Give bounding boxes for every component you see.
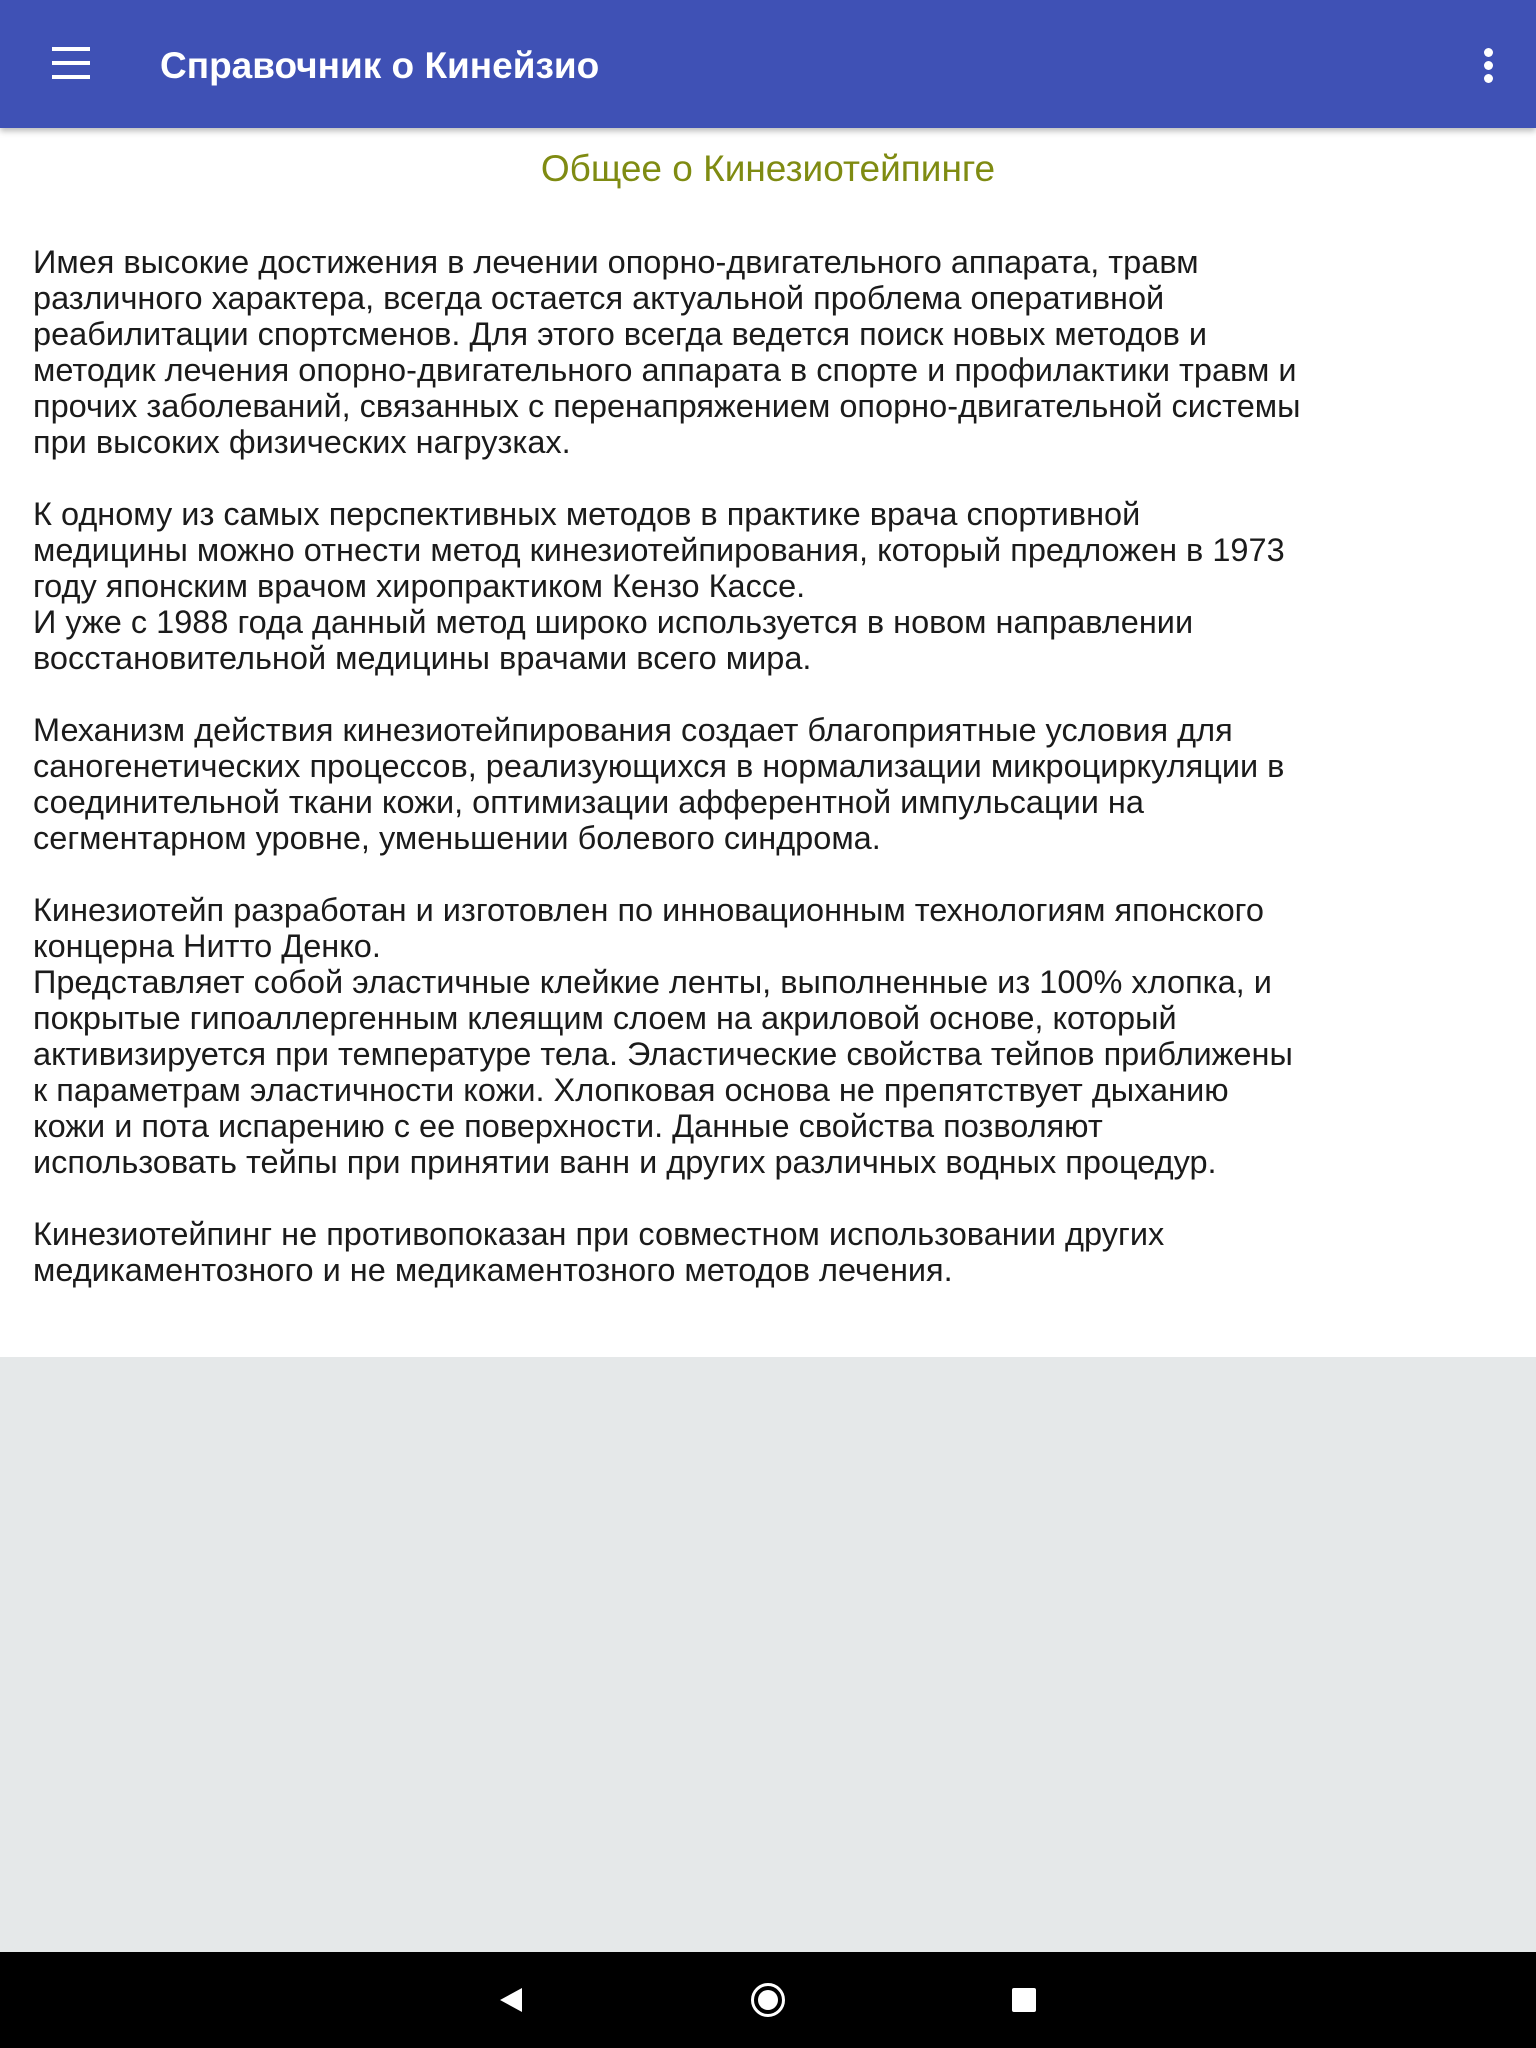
article-paragraph [33, 244, 1523, 460]
paragraph-line: Кинезиотейпинг не противопоказан при совместном использовании других [33, 1216, 1165, 1252]
paragraph-line: медицины можно отнести метод кинезиотейпирования, который предложен в 1973 [33, 532, 1285, 568]
paragraph-line: при высоких физических нагрузках. [33, 424, 571, 460]
paragraph-line: активизируется при температуре тела. Эластические свойства тейпов приближены [33, 1036, 1293, 1072]
paragraph-line: соединительной ткани кожи, оптимизации афферентной импульсации на [33, 784, 1144, 820]
article-paragraph [33, 712, 1523, 856]
paragraph-line: сегментарном уровне, уменьшении болевого синдрома. [33, 820, 881, 856]
hamburger-menu-icon[interactable] [32, 32, 112, 96]
paragraph-line: К одному из самых перспективных методов в практике врача спортивной [33, 496, 1141, 532]
article-body [33, 244, 1523, 1324]
more-vert-icon[interactable] [1456, 32, 1520, 96]
article-paragraph [33, 496, 1523, 676]
paragraph-line: использовать тейпы при принятии ванн и других различных водных процедур. [33, 1144, 1217, 1180]
paragraph-line: Механизм действия кинезиотейпирования создает благоприятные условия для [33, 712, 1233, 748]
paragraph-line: восстановительной медицины врачами всего мира. [33, 640, 812, 676]
recents-icon[interactable] [992, 1968, 1056, 2032]
paragraph-line: медикаментозного и не медикаментозного методов лечения. [33, 1252, 953, 1288]
paragraph-line: методик лечения опорно-двигательного аппарата в спорте и профилактики травм и [33, 352, 1297, 388]
paragraph-line: Имея высокие достижения в лечении опорно-двигательного аппарата, травм [33, 244, 1199, 280]
paragraph-line: прочих заболеваний, связанных с перенапряжением опорно-двигательной системы [33, 388, 1301, 424]
system-navigation-bar [0, 1952, 1536, 2048]
paragraph-line: Представляет собой эластичные клейкие ленты, выполненные из 100% хлопка, и [33, 964, 1272, 1000]
paragraph-line: покрытые гипоаллергенным клеящим слоем на акриловой основе, который [33, 1000, 1177, 1036]
article-title: Общее о Кинезиотейпинге [540, 148, 996, 189]
home-icon[interactable] [736, 1968, 800, 2032]
back-icon[interactable] [480, 1968, 544, 2032]
paragraph-line: реабилитации спортсменов. Для этого всегда ведется поиск новых методов и [33, 316, 1208, 352]
app-bar [0, 0, 1536, 128]
app-title: Справочник о Кинейзио [160, 45, 600, 86]
paragraph-line: году японским врачом хиропрактиком Кензо Кассе. [33, 568, 806, 604]
paragraph-line: И уже с 1988 года данный метод широко используется в новом направлении [33, 604, 1194, 640]
article-paragraph [33, 1216, 1523, 1288]
article-view[interactable] [0, 128, 1536, 1357]
paragraph-line: кожи и пота испарению с ее поверхности. Данные свойства позволяют [33, 1108, 1103, 1144]
paragraph-line: к параметрам эластичности кожи. Хлопковая основа не препятствует дыханию [33, 1072, 1229, 1108]
article-paragraph [33, 892, 1523, 1180]
paragraph-line: концерна Нитто Денко. [33, 928, 381, 964]
paragraph-line: Кинезиотейп разработан и изготовлен по инновационным технологиям японского [33, 892, 1264, 928]
paragraph-line: различного характера, всегда остается актуальной проблема оперативной [33, 280, 1165, 316]
paragraph-line: саногенетических процессов, реализующихся в нормализации микроциркуляции в [33, 748, 1285, 784]
